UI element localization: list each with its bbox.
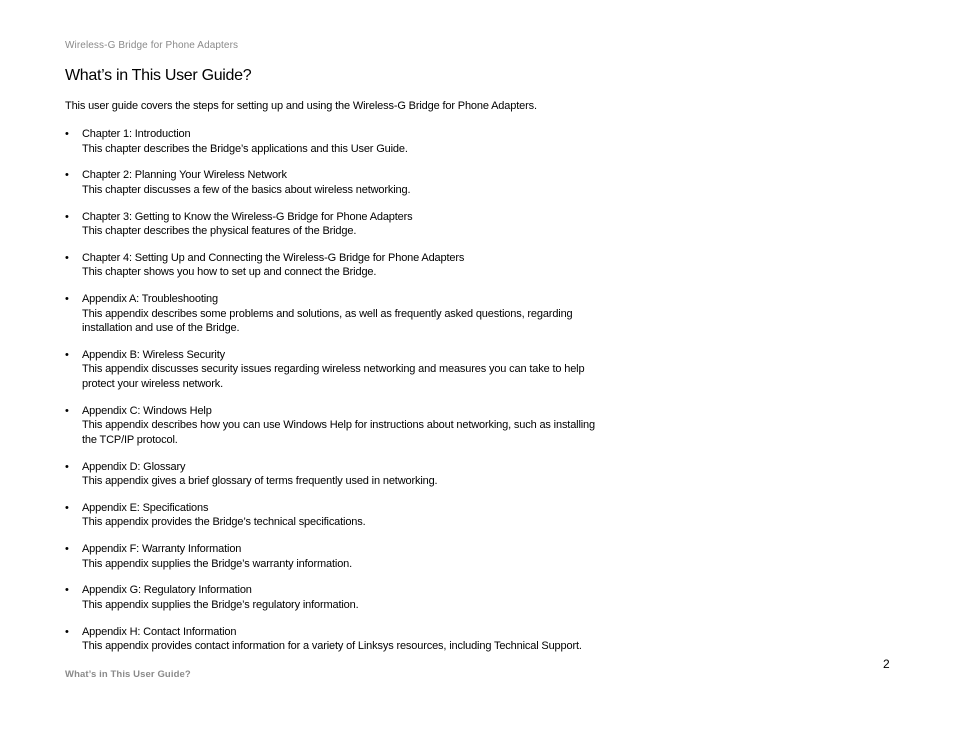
- list-item: [65, 501, 605, 530]
- page-number: 2: [883, 657, 890, 671]
- list-item-title: Appendix F: Warranty Information: [82, 543, 242, 556]
- list-item-description: This appendix provides the Bridge’s technical specifications.: [82, 516, 366, 529]
- bullet-icon: •: [65, 404, 69, 417]
- list-item-title: Appendix H: Contact Information: [82, 625, 237, 638]
- bullet-icon: •: [65, 625, 69, 638]
- bullet-icon: •: [65, 543, 69, 556]
- contents-list: [65, 127, 605, 666]
- bullet-icon: •: [65, 210, 69, 223]
- list-item-description: This appendix describes how you can use Windows Help for instructions about networking, such as installing the TCP/IP protocol.: [82, 419, 595, 446]
- list-item-title: Appendix A: Troubleshooting: [82, 293, 218, 306]
- list-item: [65, 251, 605, 280]
- list-item-title: Chapter 4: Setting Up and Connecting the Wireless-G Bridge for Phone Adapters: [82, 251, 465, 264]
- bullet-icon: •: [65, 169, 69, 182]
- list-item-title: Appendix G: Regulatory Information: [82, 584, 252, 597]
- list-item: [65, 542, 605, 571]
- list-item-description: This appendix gives a brief glossary of terms frequently used in networking.: [82, 475, 438, 488]
- intro-paragraph: This user guide covers the steps for setting up and using the Wireless-G Bridge for Phone Adapters.: [65, 100, 537, 112]
- list-item-title: Chapter 1: Introduction: [82, 128, 191, 140]
- bullet-icon: •: [65, 128, 69, 140]
- list-item-title: Chapter 3: Getting to Know the Wireless-G Bridge for Phone Adapters: [82, 210, 413, 223]
- list-item-title: Appendix B: Wireless Security: [82, 348, 225, 361]
- list-item: [65, 168, 605, 197]
- list-item-description: This appendix supplies the Bridge’s regulatory information.: [82, 598, 359, 611]
- bullet-icon: •: [65, 584, 69, 597]
- list-item-description: This chapter describes the physical features of the Bridge.: [82, 225, 357, 238]
- list-item: [65, 127, 605, 156]
- list-item: [65, 348, 605, 392]
- list-item: [65, 292, 605, 336]
- bullet-icon: •: [65, 460, 69, 473]
- list-item-description: This appendix provides contact information for a variety of Linksys resources, including Technical Support.: [82, 640, 582, 653]
- list-item: [65, 210, 605, 239]
- list-item: [65, 625, 605, 654]
- list-item-description: This chapter discusses a few of the basics about wireless networking.: [82, 183, 411, 196]
- list-item-description: This appendix describes some problems and solutions, as well as frequently asked questions, regarding installation and use of the Bridge.: [82, 307, 573, 335]
- running-header: Wireless-G Bridge for Phone Adapters: [65, 40, 239, 51]
- running-footer: What’s in This User Guide?: [65, 669, 191, 680]
- list-item-title: Chapter 2: Planning Your Wireless Network: [82, 169, 287, 182]
- list-item-description: This appendix supplies the Bridge’s warranty information.: [82, 557, 353, 570]
- bullet-icon: •: [65, 251, 69, 264]
- list-item: [65, 583, 605, 612]
- list-item: [65, 404, 605, 448]
- bullet-icon: •: [65, 348, 69, 361]
- list-item-title: Appendix E: Specifications: [82, 501, 209, 514]
- bullet-icon: •: [65, 293, 69, 306]
- bullet-icon: •: [65, 501, 69, 514]
- list-item-description: This chapter describes the Bridge’s applications and this User Guide.: [82, 142, 408, 155]
- list-item-title: Appendix D: Glossary: [82, 460, 186, 473]
- page-title: What’s in This User Guide?: [65, 67, 252, 84]
- list-item-description: This appendix discusses security issues regarding wireless networking and measures you can take to help protect your wireless network.: [82, 363, 585, 390]
- list-item-title: Appendix C: Windows Help: [82, 404, 212, 417]
- list-item-description: This chapter shows you how to set up and connect the Bridge.: [82, 266, 377, 279]
- list-item: [65, 460, 605, 489]
